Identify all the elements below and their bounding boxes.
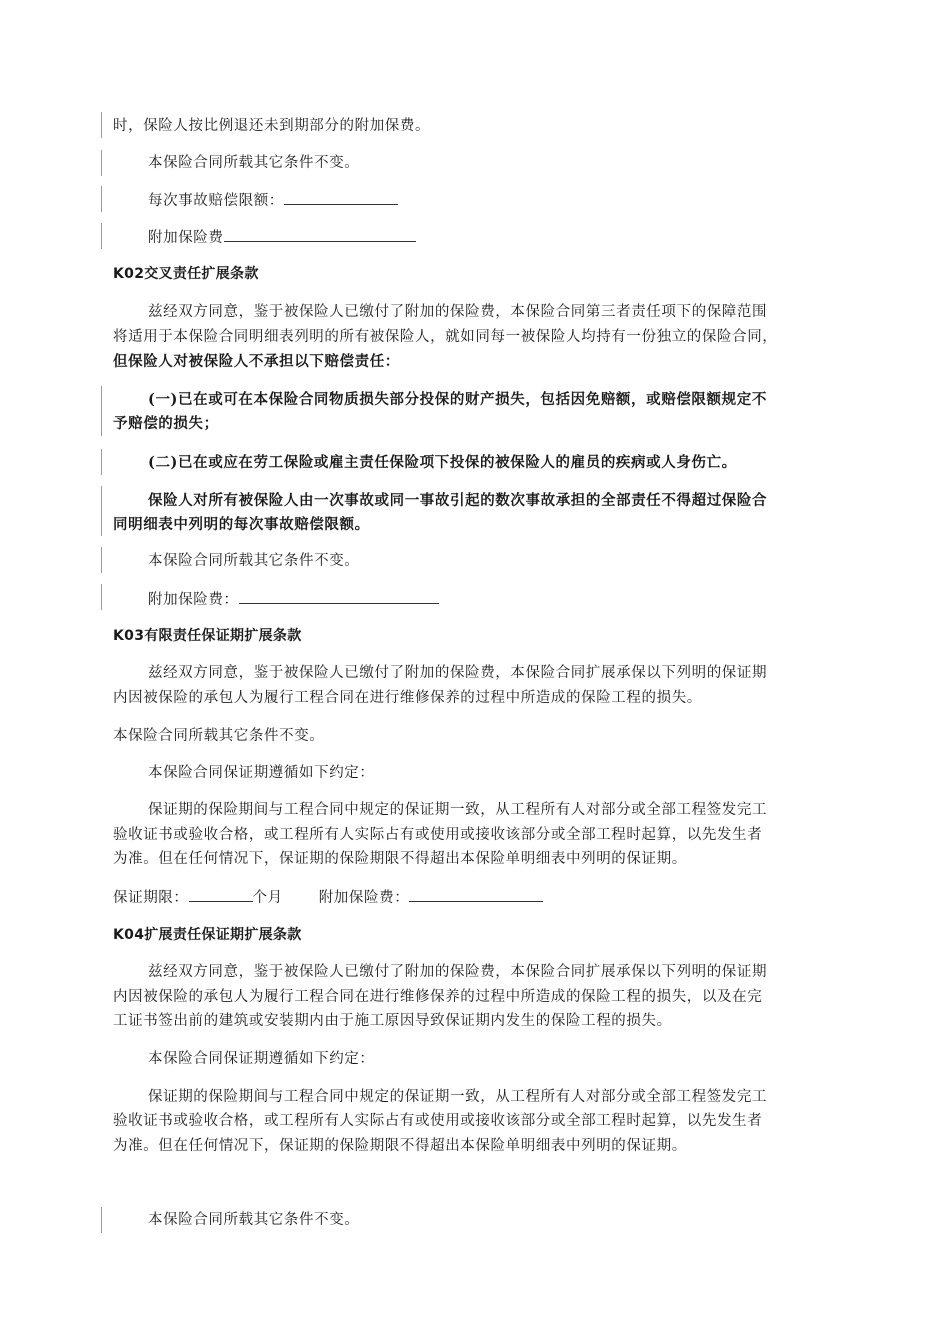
k03-p2-line1: 保证期的保险期间与工程合同中规定的保证期一致，从工程所有人对部分或全部工程签发完工 [148,802,768,818]
k02-p1-line2: 将适用于本保险合同明细表列明的所有被保险人，就如同每一被保险人均持有一份独立的保险合同， [113,329,778,345]
k03-p2-line3: 为准。但在任何情况下，保证期的保险期限不得超出本保险单明细表中列明的保证期。 [113,851,687,867]
k04-heading: K04扩展责任保证期扩展条款 [113,927,302,943]
revision-bar [101,584,102,610]
k02-p1-line3: 但保险人对被保险人不承担以下赔偿责任： [113,353,400,370]
k03-premium-label: 附加保险费： [318,890,410,906]
k04-p1-line3: 工证书签出前的建筑或安装期内由于施工原因导致保证期内发生的保险工程的损失。 [113,1013,672,1029]
premium-label: 附加保险费 [148,230,224,246]
k04-p2-line1: 保证期的保险期间与工程合同中规定的保证期一致，从工程所有人对部分或全部工程签发完工 [148,1089,768,1105]
k02-p2-line1: 保险人对所有被保险人由一次事故或同一事故引起的数次事故承担的全部责任不得超过保险合 [148,492,768,509]
k02-heading: K02交叉责任扩展条款 [113,266,259,282]
revision-bar [101,223,102,249]
k04-p2-line2: 验收证书或验收合格，或工程所有人实际占有或使用或接收该部分或全部工程时起算，以先发生者 [113,1113,763,1129]
limit-line [148,190,878,212]
k03-heading: K03有限责任保证期扩展条款 [113,628,302,644]
k03-p1-line2: 内因被保险的承包人为履行工程合同在进行维修保养的过程中所造成的保险工程的损失。 [113,690,702,706]
k04-agree: 本保险合同保证期遵循如下约定： [148,1051,375,1067]
limit-blank[interactable] [284,190,398,205]
paragraph-text: 时，保险人按比例退还未到期部分的附加保费。 [113,118,431,134]
k04-p1-line1: 兹经双方同意，鉴于被保险人已缴付了附加的保险费，本保险合同扩展承保以下列明的保证期 [148,964,768,980]
k02-p2-line2: 同明细表中列明的每次事故赔偿限额。 [113,516,370,533]
k02-item1-line2: 予赔偿的损失； [113,415,219,432]
revision-bar [101,449,102,475]
k02-item1-line1: (一)已在或可在本保险合同物质损失部分投保的财产损失，包括因免赔额，或赔偿限额规定不 [148,391,767,408]
k04-unchanged: 本保险合同所载其它条件不变。 [148,1212,360,1228]
k03-period-line [113,887,843,909]
revision-bar [101,486,102,536]
k02-premium-blank[interactable] [239,589,439,604]
limit-label: 每次事故赔偿限额： [148,193,284,209]
revision-bar [101,186,102,212]
k04-p1-line2: 内因被保险的承包人为履行工程合同在进行维修保养的过程中所造成的保险工程的损失，以及在完 [113,989,763,1005]
k03-agree: 本保险合同保证期遵循如下约定： [148,765,375,781]
k03-period-label: 保证期限： [113,890,189,906]
k03-months: 个月 [252,890,283,906]
revision-bar [101,1207,102,1233]
k02-item2: (二)已在或应在劳工保险或雇主责任保险项下投保的被保险人的雇员的疾病或人身伤亡。 [148,454,737,471]
revision-bar [101,547,102,573]
k03-premium-blank[interactable] [409,887,543,902]
k02-p1-line1: 兹经双方同意，鉴于被保险人已缴付了附加的保险费，本保险合同第三者责任项下的保障范围 [148,304,768,320]
revision-bar [101,112,102,138]
unchanged-note: 本保险合同所载其它条件不变。 [148,155,360,171]
k02-premium-line [148,589,878,611]
revision-bar [101,150,102,176]
k02-premium-label: 附加保险费： [148,592,239,608]
revision-bar [101,386,102,436]
premium-blank[interactable] [224,227,416,242]
k02-unchanged: 本保险合同所载其它条件不变。 [148,553,360,569]
k03-unchanged: 本保险合同所载其它条件不变。 [113,728,325,744]
k03-p1-line1: 兹经双方同意，鉴于被保险人已缴付了附加的保险费，本保险合同扩展承保以下列明的保证期 [148,665,768,681]
k04-p2-line3: 为准。但在任何情况下，保证期的保险期限不得超出本保险单明细表中列明的保证期。 [113,1138,687,1154]
k03-p2-line2: 验收证书或验收合格，或工程所有人实际占有或使用或接收该部分或全部工程时起算，以先发生者 [113,827,763,843]
premium-line [148,227,878,249]
k03-period-blank[interactable] [189,887,253,902]
